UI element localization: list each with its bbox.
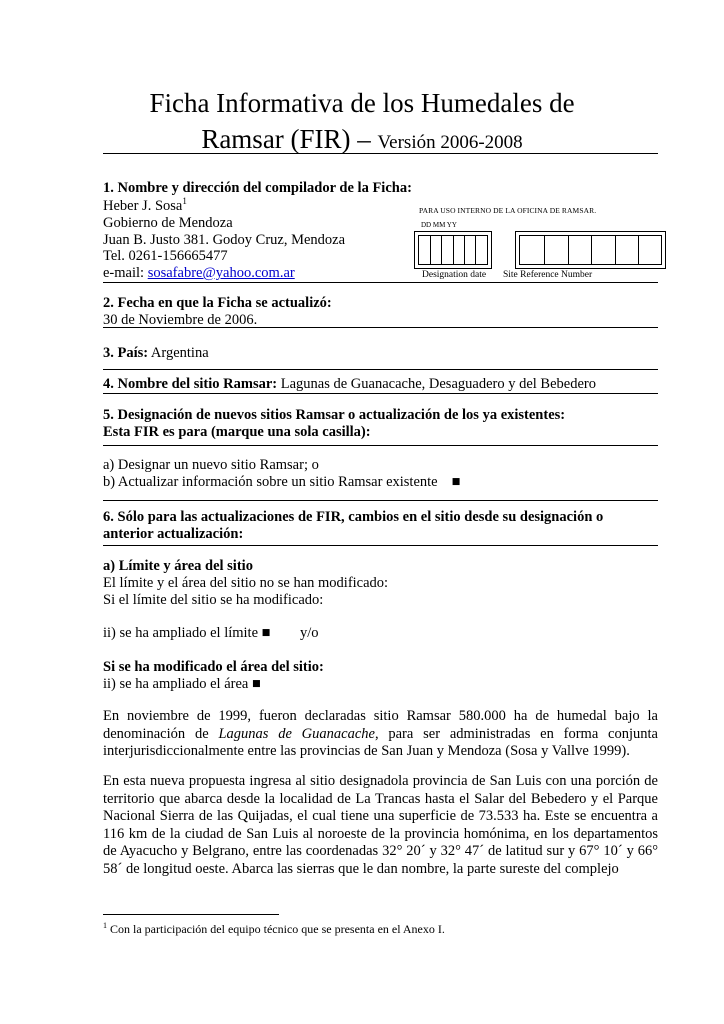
para1-italic: Lagunas de Guanacache [218, 725, 375, 742]
line-not-modified: El límite y el área del sitio no se han modificado: [103, 575, 389, 591]
document-title-line2 [0, 121, 724, 161]
section-rule [103, 445, 658, 446]
date-cell-divider [475, 236, 476, 264]
section5-heading-line1: 5. Designación de nuevos sitios Ramsar o actualización de los ya existentes: [103, 407, 566, 423]
designation-date-cells [418, 235, 488, 265]
title-main: Ramsar (FIR) – [201, 124, 378, 154]
line-if-modified: Si el límite del sitio se ha modificado: [103, 592, 324, 608]
footnote-separator [103, 914, 279, 915]
section4-value: Lagunas de Guanacache, Desaguadero y del Bebedero [277, 376, 596, 392]
option-a: a) Designar un nuevo sitio Ramsar; o [103, 457, 319, 473]
line-ii-limit: ii) se ha ampliado el límite ■ [103, 625, 271, 641]
paragraph-1 [103, 708, 658, 761]
compiler-name [103, 197, 187, 215]
compiler-email [103, 264, 295, 282]
section3-heading: 3. País: [103, 345, 149, 361]
line-ii-area: ii) se ha ampliado el área ■ [103, 676, 261, 692]
footnote-ref: 1 [182, 196, 187, 207]
section4-line [103, 375, 596, 393]
title-rule [103, 153, 658, 154]
section-rule [103, 369, 658, 370]
site-reference-caption: Site Reference Number [503, 270, 593, 280]
ref-cell-divider [544, 236, 545, 264]
date-cell-divider [453, 236, 454, 264]
date-cell-divider [441, 236, 442, 264]
line-yo: y/o [300, 625, 319, 641]
section-rule [103, 393, 658, 394]
compiler-org: Gobierno de Mendoza [103, 215, 233, 231]
ref-cell-divider [591, 236, 592, 264]
section2-heading: 2. Fecha en que la Ficha se actualizó: [103, 295, 332, 311]
option-b-checkbox[interactable]: ■ [451, 474, 461, 490]
section3-line [103, 344, 209, 362]
date-cell-divider [464, 236, 465, 264]
para1-before: En noviembre de 1999, fueron declaradas sitio Ramsar 580.000 ha de humedal bajo la denominación de [103, 708, 658, 742]
section2-value: 30 de Noviembre de 2006. [103, 312, 258, 328]
option-b-label: b) Actualizar información sobre un sitio Ramsar existente [103, 474, 438, 490]
section4-heading: 4. Nombre del sitio Ramsar: [103, 376, 278, 392]
ref-cell-divider [615, 236, 616, 264]
designation-date-caption: Designation date [422, 270, 487, 280]
paragraph-2: En esta nueva propuesta ingresa al sitio designadola provincia de San Luis con una porción de territorio que abarca desde la localidad de La Trancas hasta el Salar del Bebedero y el Parque Nacional Sierra de las Quijadas, el cual tiene una superficie de 73.533 ha. Este se encuentra a 116 km de la ciudad de San Luis al noroeste de la provincia homónima, en los departamentos de Ayacucho y Belgrano, entre las coordenadas 32° 20´ y 32° 47´ de latitud sur y 67° 10´ y 66° 58´ de longitud oeste. Abarca las sierras que le dan nombre, la parte sureste del complejo [103, 773, 658, 877]
internal-use-label: PARA USO INTERNO DE LA OFICINA DE RAMSAR. [419, 206, 597, 215]
date-format-label: DD MM YY [421, 221, 457, 229]
section-rule [103, 500, 658, 501]
footnote-text: Con la participación del equipo técnico que se presenta en el Anexo I. [107, 922, 445, 936]
section6-heading-line2: anterior actualización: [103, 526, 244, 542]
compiler-name-text: Heber J. Sosa [103, 198, 183, 214]
compiler-phone: Tel. 0261-156665477 [103, 248, 228, 264]
section-rule [103, 327, 658, 328]
section1-heading: 1. Nombre y dirección del compilador de la Ficha: [103, 180, 412, 196]
document-title-line1: Ficha Informativa de los Humedales de [149, 88, 575, 118]
email-label: e-mail: [103, 265, 148, 281]
compiler-address: Juan B. Justo 381. Godoy Cruz, Mendoza [103, 232, 346, 248]
option-b [103, 473, 460, 491]
site-reference-box [515, 231, 666, 269]
section3-value: Argentina [148, 345, 209, 361]
sub-a-heading: a) Límite y área del sitio [103, 558, 253, 574]
site-reference-cells [519, 235, 662, 265]
designation-date-box [414, 231, 492, 269]
footnote-marker: 1 [103, 921, 107, 930]
footnote [103, 922, 445, 937]
section-rule [103, 545, 658, 546]
date-cell-divider [430, 236, 431, 264]
email-link[interactable]: sosafabre@yahoo.com.ar [147, 265, 295, 281]
section-rule [103, 282, 658, 283]
ref-cell-divider [568, 236, 569, 264]
ref-cell-divider [638, 236, 639, 264]
area-heading: Si se ha modificado el área del sitio: [103, 659, 324, 675]
section5-heading-line2: Esta FIR es para (marque una sola casilla): [103, 424, 371, 440]
title-version: Versión 2006-2008 [377, 132, 523, 153]
section6-heading-line1: 6. Sólo para las actualizaciones de FIR, cambios en el sitio desde su designación o [103, 509, 604, 525]
para1-after: , para ser administradas en forma conjunta interjurisdiccionalmente entre las provincias de San Juan y Mendoza (Sosa y Vallve 1999). [103, 725, 658, 760]
